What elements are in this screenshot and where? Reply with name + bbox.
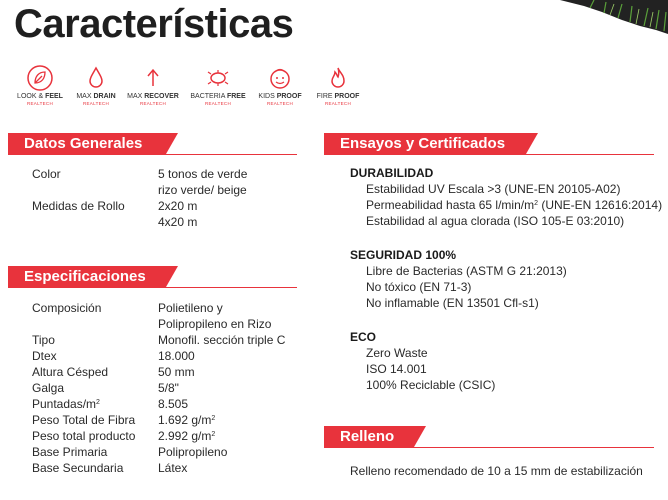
spec-value: Látex <box>158 461 188 475</box>
realtech-badge: REALTECH <box>324 101 352 106</box>
spec-label: Peso total producto <box>32 429 136 443</box>
feature-max-recover: MAX RECOVER REALTECH <box>121 64 185 107</box>
spec-label: Altura Césped <box>32 365 109 379</box>
realtech-badge: REALTECH <box>26 101 54 106</box>
group-title-seguridad: SEGURIDAD 100% <box>350 248 457 262</box>
cert-item: 100% Reciclable (CSIC) <box>366 378 496 392</box>
cert-item: ISO 14.001 <box>366 362 427 376</box>
spec-value: 2.992 $g/m^2$ <box>158 429 216 443</box>
drop-icon <box>82 64 110 92</box>
spec-label: Puntadas/$m^2$ <box>32 397 100 411</box>
section-header-ensayos: Ensayos y Certificados <box>324 133 526 154</box>
flame-icon <box>324 64 352 92</box>
feature-icons <box>8 64 368 112</box>
section-header-datos-generales: Datos Generales <box>8 133 166 154</box>
feature-kids-proof: KIDS PROOF REALTECH <box>248 64 312 107</box>
bacteria-icon <box>204 64 232 92</box>
section-divider <box>324 447 654 448</box>
feature-bacteria-free: BACTERIA FREE REALTECH <box>186 64 250 107</box>
arrow-up-icon <box>139 64 167 92</box>
datos-label: Color <box>32 167 61 181</box>
page-title: Características <box>14 2 294 46</box>
datos-label: Medidas de Rollo <box>32 199 125 213</box>
spec-label: Dtex <box>32 349 57 363</box>
feature-fire-proof: FIRE PROOF REALTECH <box>306 64 370 107</box>
spec-value: Monofil. sección triple C <box>158 333 286 347</box>
cert-item: No inflamable (EN 13501 Cfl-s1) <box>366 296 539 310</box>
relleno-text: Relleno recomendado de 10 a 15 mm de estabilización <box>350 464 643 478</box>
realtech-badge: REALTECH <box>266 101 294 106</box>
realtech-badge: REALTECH <box>139 101 167 106</box>
grass-image <box>560 0 668 34</box>
spec-value: 5/8" <box>158 381 179 395</box>
feature-max-drain: MAX DRAIN REALTECH <box>64 64 128 107</box>
datos-value: 4x20 m <box>158 215 198 229</box>
feature-look-feel: LOOK & FEEL REALTECH <box>8 64 72 107</box>
spec-value: Polipropileno en Rizo <box>158 317 272 331</box>
cert-item: Permeabilidad hasta 65 $l/\min/m^2$ (UNE-EN 12616:2014) <box>366 198 663 212</box>
datos-value: 2x20 m <box>158 199 198 213</box>
realtech-badge: REALTECH <box>204 101 232 106</box>
section-divider <box>8 154 297 155</box>
spec-value: 50 mm <box>158 365 195 379</box>
spec-label: Base Primaria <box>32 445 108 459</box>
cert-item: Libre de Bacterias (ASTM G 21:2013) <box>366 264 567 278</box>
spec-value: 8.505 <box>158 397 189 411</box>
spec-label: Peso Total de Fibra <box>32 413 136 427</box>
cert-item: Estabilidad al agua clorada (ISO 105-E 03:2010) <box>366 214 625 228</box>
cert-item: Estabilidad UV Escala >3 (UNE-EN 20105-A02) <box>366 182 621 196</box>
spec-label: Base Secundaria <box>32 461 124 475</box>
spec-value: 1.692 $g/m^2$ <box>158 413 216 427</box>
cert-item: Zero Waste <box>366 346 428 360</box>
realtech-badge: REALTECH <box>82 101 110 106</box>
section-header-relleno: Relleno <box>324 426 414 447</box>
spec-label: Galga <box>32 381 65 395</box>
kid-face-icon <box>266 64 294 92</box>
spec-label: Composición <box>32 301 102 315</box>
section-divider <box>324 154 654 155</box>
leaf-icon <box>26 64 54 92</box>
cert-item: No tóxico (EN 71-3) <box>366 280 472 294</box>
datos-value: rizo verde/ beige <box>158 183 247 197</box>
datos-value: 5 tonos de verde <box>158 167 248 181</box>
section-divider <box>8 287 297 288</box>
spec-value: Polietileno y <box>158 301 223 315</box>
group-title-durabilidad: DURABILIDAD <box>350 166 434 180</box>
spec-label: Tipo <box>32 333 55 347</box>
spec-value: Polipropileno <box>158 445 228 459</box>
spec-value: 18.000 <box>158 349 195 363</box>
group-title-eco: ECO <box>350 330 377 344</box>
section-header-especificaciones: Especificaciones <box>8 266 166 287</box>
